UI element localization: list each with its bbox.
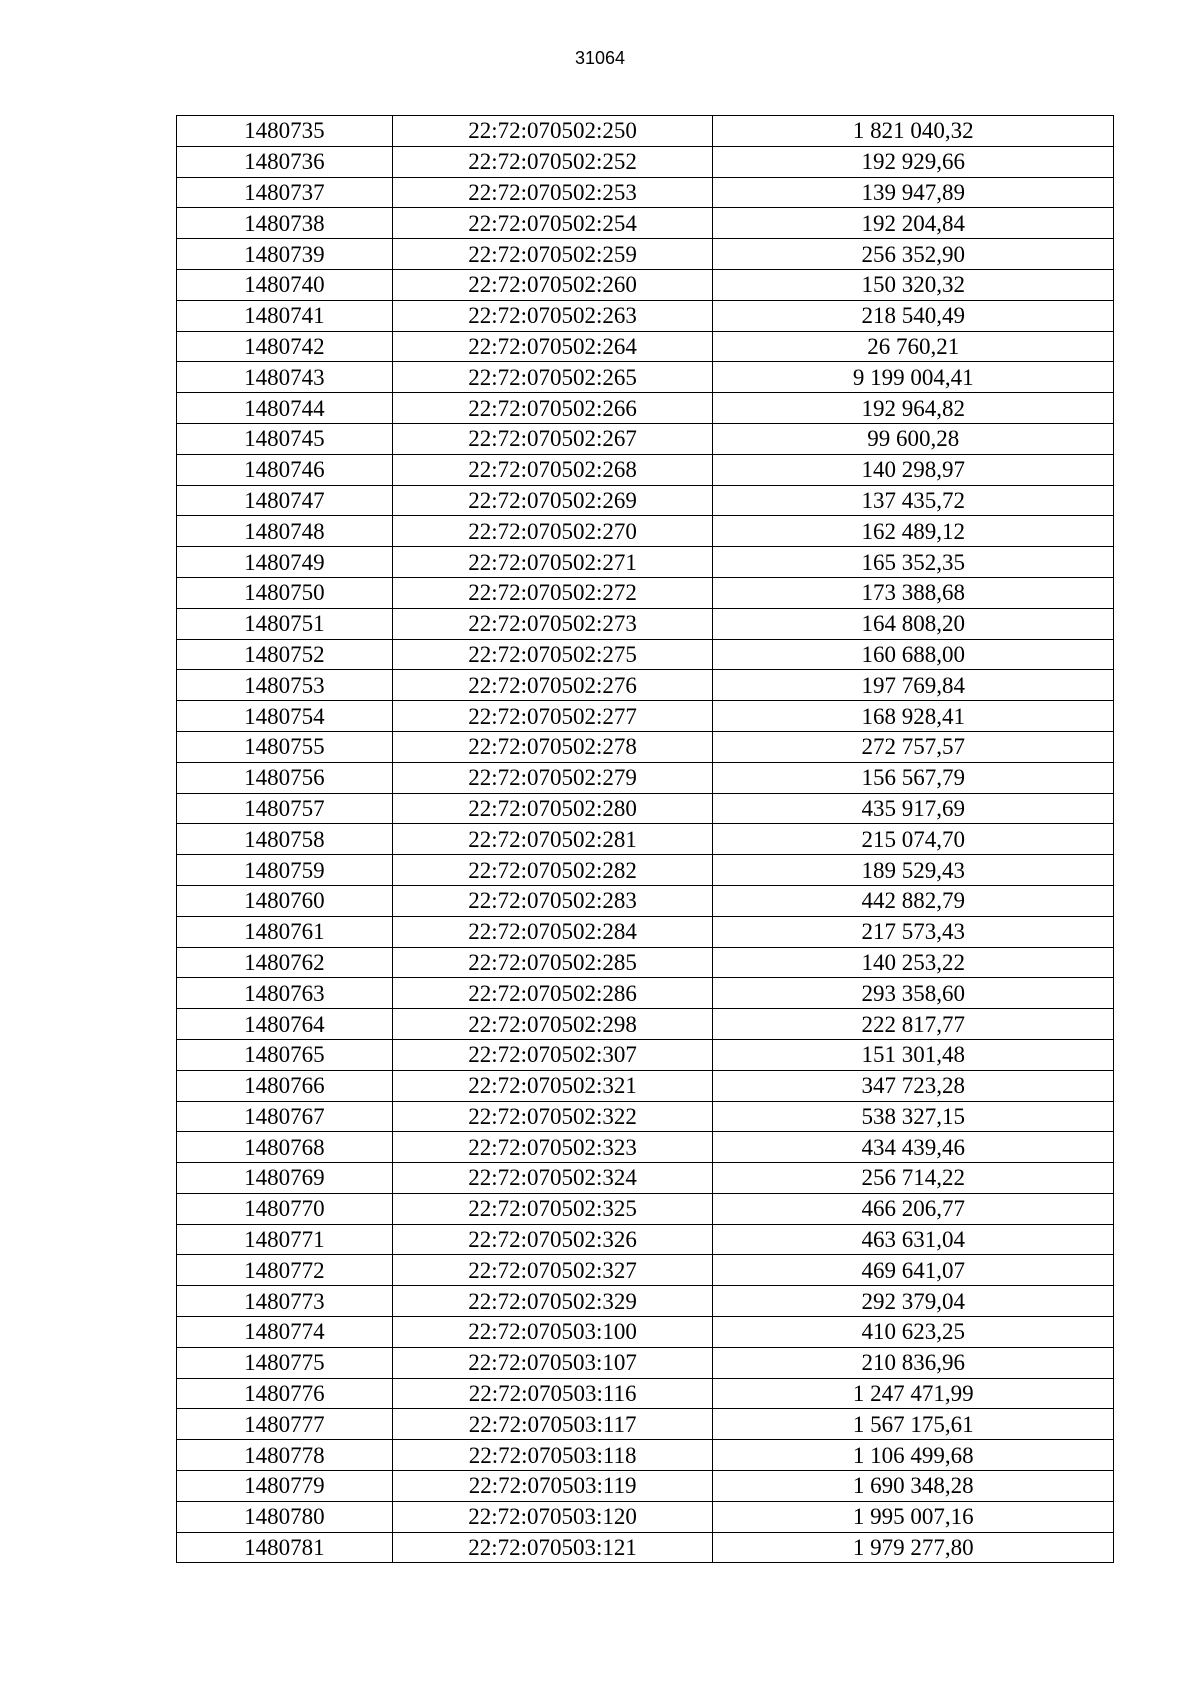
table-row xyxy=(177,116,1114,147)
table-row xyxy=(177,577,1114,608)
cadastral-number-cell: 22:72:070503:118 xyxy=(392,1440,713,1471)
value-cell: 442 882,79 xyxy=(713,885,1114,916)
cadastral-number-cell: 22:72:070502:321 xyxy=(392,1070,713,1101)
value-cell: 410 623,25 xyxy=(713,1317,1114,1348)
table-row xyxy=(177,1532,1114,1563)
record-number-cell: 1480738 xyxy=(177,208,393,239)
page-number: 31064 xyxy=(574,48,626,68)
value-cell: 192 964,82 xyxy=(713,393,1114,424)
table-row xyxy=(177,916,1114,947)
table-row xyxy=(177,146,1114,177)
record-number-cell: 1480763 xyxy=(177,978,393,1009)
value-cell: 151 301,48 xyxy=(713,1039,1114,1070)
cadastral-number-cell: 22:72:070502:272 xyxy=(392,577,713,608)
value-cell: 222 817,77 xyxy=(713,1009,1114,1040)
cadastral-number-cell: 22:72:070502:323 xyxy=(392,1132,713,1163)
record-number-cell: 1480772 xyxy=(177,1255,393,1286)
record-number-cell: 1480771 xyxy=(177,1224,393,1255)
cadastral-number-cell: 22:72:070502:277 xyxy=(392,701,713,732)
value-cell: 156 567,79 xyxy=(713,762,1114,793)
cadastral-number-cell: 22:72:070502:286 xyxy=(392,978,713,1009)
table-row xyxy=(177,393,1114,424)
record-number-cell: 1480749 xyxy=(177,547,393,578)
cadastral-number-cell: 22:72:070502:327 xyxy=(392,1255,713,1286)
cadastral-number-cell: 22:72:070502:322 xyxy=(392,1101,713,1132)
cadastral-number-cell: 22:72:070502:270 xyxy=(392,516,713,547)
record-number-cell: 1480769 xyxy=(177,1163,393,1194)
value-cell: 197 769,84 xyxy=(713,670,1114,701)
table-row xyxy=(177,670,1114,701)
record-number-cell: 1480737 xyxy=(177,177,393,208)
cadastral-number-cell: 22:72:070502:280 xyxy=(392,793,713,824)
cadastral-number-cell: 22:72:070503:100 xyxy=(392,1317,713,1348)
cadastral-number-cell: 22:72:070502:325 xyxy=(392,1193,713,1224)
cadastral-number-cell: 22:72:070502:252 xyxy=(392,146,713,177)
table-row xyxy=(177,1009,1114,1040)
cadastral-number-cell: 22:72:070502:254 xyxy=(392,208,713,239)
value-cell: 140 253,22 xyxy=(713,947,1114,978)
cadastral-number-cell: 22:72:070502:276 xyxy=(392,670,713,701)
table-row xyxy=(177,269,1114,300)
record-number-cell: 1480759 xyxy=(177,855,393,886)
cadastral-number-cell: 22:72:070502:324 xyxy=(392,1163,713,1194)
cadastral-number-cell: 22:72:070502:266 xyxy=(392,393,713,424)
cadastral-number-cell: 22:72:070502:275 xyxy=(392,639,713,670)
cadastral-number-cell: 22:72:070503:121 xyxy=(392,1532,713,1563)
record-number-cell: 1480774 xyxy=(177,1317,393,1348)
cadastral-number-cell: 22:72:070502:250 xyxy=(392,116,713,147)
table-row xyxy=(177,824,1114,855)
cadastral-number-cell: 22:72:070502:326 xyxy=(392,1224,713,1255)
cadastral-number-cell: 22:72:070502:281 xyxy=(392,824,713,855)
record-number-cell: 1480755 xyxy=(177,731,393,762)
record-number-cell: 1480780 xyxy=(177,1501,393,1532)
value-cell: 192 204,84 xyxy=(713,208,1114,239)
record-number-cell: 1480750 xyxy=(177,577,393,608)
table-row xyxy=(177,362,1114,393)
value-cell: 9 199 004,41 xyxy=(713,362,1114,393)
table-row xyxy=(177,855,1114,886)
value-cell: 160 688,00 xyxy=(713,639,1114,670)
value-cell: 1 979 277,80 xyxy=(713,1532,1114,1563)
record-number-cell: 1480781 xyxy=(177,1532,393,1563)
value-cell: 210 836,96 xyxy=(713,1347,1114,1378)
cadastral-number-cell: 22:72:070502:263 xyxy=(392,300,713,331)
value-cell: 272 757,57 xyxy=(713,731,1114,762)
record-number-cell: 1480739 xyxy=(177,239,393,270)
cadastral-number-cell: 22:72:070502:283 xyxy=(392,885,713,916)
table-row xyxy=(177,239,1114,270)
value-cell: 140 298,97 xyxy=(713,454,1114,485)
record-number-cell: 1480741 xyxy=(177,300,393,331)
value-cell: 256 714,22 xyxy=(713,1163,1114,1194)
record-number-cell: 1480753 xyxy=(177,670,393,701)
cadastral-number-cell: 22:72:070502:271 xyxy=(392,547,713,578)
cadastral-number-cell: 22:72:070502:265 xyxy=(392,362,713,393)
record-number-cell: 1480770 xyxy=(177,1193,393,1224)
record-number-cell: 1480764 xyxy=(177,1009,393,1040)
table-row xyxy=(177,1286,1114,1317)
value-cell: 1 247 471,99 xyxy=(713,1378,1114,1409)
value-cell: 173 388,68 xyxy=(713,577,1114,608)
cadastral-number-cell: 22:72:070502:282 xyxy=(392,855,713,886)
value-cell: 215 074,70 xyxy=(713,824,1114,855)
table-row xyxy=(177,608,1114,639)
value-cell: 137 435,72 xyxy=(713,485,1114,516)
table-row xyxy=(177,793,1114,824)
record-number-cell: 1480767 xyxy=(177,1101,393,1132)
table-row xyxy=(177,639,1114,670)
record-number-cell: 1480747 xyxy=(177,485,393,516)
table-row xyxy=(177,978,1114,1009)
table-row xyxy=(177,1193,1114,1224)
value-cell: 217 573,43 xyxy=(713,916,1114,947)
record-number-cell: 1480745 xyxy=(177,423,393,454)
cadastral-number-cell: 22:72:070503:120 xyxy=(392,1501,713,1532)
table-row xyxy=(177,1163,1114,1194)
cadastral-number-cell: 22:72:070503:117 xyxy=(392,1409,713,1440)
record-number-cell: 1480760 xyxy=(177,885,393,916)
table-row xyxy=(177,885,1114,916)
record-number-cell: 1480766 xyxy=(177,1070,393,1101)
value-cell: 218 540,49 xyxy=(713,300,1114,331)
value-cell: 99 600,28 xyxy=(713,423,1114,454)
record-number-cell: 1480779 xyxy=(177,1471,393,1502)
value-cell: 1 567 175,61 xyxy=(713,1409,1114,1440)
table-row xyxy=(177,177,1114,208)
table-row xyxy=(177,1039,1114,1070)
value-cell: 293 358,60 xyxy=(713,978,1114,1009)
registry-table-body xyxy=(177,116,1114,1563)
value-cell: 165 352,35 xyxy=(713,547,1114,578)
record-number-cell: 1480773 xyxy=(177,1286,393,1317)
record-number-cell: 1480768 xyxy=(177,1132,393,1163)
record-number-cell: 1480754 xyxy=(177,701,393,732)
table-row xyxy=(177,1101,1114,1132)
value-cell: 435 917,69 xyxy=(713,793,1114,824)
table-row xyxy=(177,947,1114,978)
table-row xyxy=(177,547,1114,578)
record-number-cell: 1480758 xyxy=(177,824,393,855)
record-number-cell: 1480775 xyxy=(177,1347,393,1378)
record-number-cell: 1480748 xyxy=(177,516,393,547)
cadastral-number-cell: 22:72:070502:284 xyxy=(392,916,713,947)
table-row xyxy=(177,454,1114,485)
registry-table xyxy=(176,115,1114,1563)
cadastral-number-cell: 22:72:070502:279 xyxy=(392,762,713,793)
cadastral-number-cell: 22:72:070502:259 xyxy=(392,239,713,270)
value-cell: 162 489,12 xyxy=(713,516,1114,547)
table-row xyxy=(177,1347,1114,1378)
cadastral-number-cell: 22:72:070502:273 xyxy=(392,608,713,639)
value-cell: 256 352,90 xyxy=(713,239,1114,270)
table-row xyxy=(177,331,1114,362)
cadastral-number-cell: 22:72:070502:329 xyxy=(392,1286,713,1317)
value-cell: 466 206,77 xyxy=(713,1193,1114,1224)
value-cell: 139 947,89 xyxy=(713,177,1114,208)
value-cell: 469 641,07 xyxy=(713,1255,1114,1286)
record-number-cell: 1480742 xyxy=(177,331,393,362)
table-row xyxy=(177,1409,1114,1440)
table-row xyxy=(177,1317,1114,1348)
record-number-cell: 1480761 xyxy=(177,916,393,947)
value-cell: 164 808,20 xyxy=(713,608,1114,639)
cadastral-number-cell: 22:72:070502:285 xyxy=(392,947,713,978)
table-row xyxy=(177,1501,1114,1532)
table-row xyxy=(177,762,1114,793)
table-row xyxy=(177,1132,1114,1163)
record-number-cell: 1480756 xyxy=(177,762,393,793)
record-number-cell: 1480735 xyxy=(177,116,393,147)
value-cell: 292 379,04 xyxy=(713,1286,1114,1317)
table-row xyxy=(177,423,1114,454)
record-number-cell: 1480743 xyxy=(177,362,393,393)
record-number-cell: 1480752 xyxy=(177,639,393,670)
table-row xyxy=(177,516,1114,547)
record-number-cell: 1480757 xyxy=(177,793,393,824)
cadastral-number-cell: 22:72:070502:253 xyxy=(392,177,713,208)
table-row xyxy=(177,1378,1114,1409)
cadastral-number-cell: 22:72:070502:269 xyxy=(392,485,713,516)
value-cell: 1 821 040,32 xyxy=(713,116,1114,147)
record-number-cell: 1480746 xyxy=(177,454,393,485)
table-row xyxy=(177,485,1114,516)
cadastral-number-cell: 22:72:070502:264 xyxy=(392,331,713,362)
cadastral-number-cell: 22:72:070503:107 xyxy=(392,1347,713,1378)
cadastral-number-cell: 22:72:070503:116 xyxy=(392,1378,713,1409)
value-cell: 434 439,46 xyxy=(713,1132,1114,1163)
value-cell: 26 760,21 xyxy=(713,331,1114,362)
value-cell: 538 327,15 xyxy=(713,1101,1114,1132)
cadastral-number-cell: 22:72:070502:260 xyxy=(392,269,713,300)
record-number-cell: 1480751 xyxy=(177,608,393,639)
cadastral-number-cell: 22:72:070503:119 xyxy=(392,1471,713,1502)
table-row xyxy=(177,300,1114,331)
cadastral-number-cell: 22:72:070502:278 xyxy=(392,731,713,762)
value-cell: 347 723,28 xyxy=(713,1070,1114,1101)
table-row xyxy=(177,1224,1114,1255)
record-number-cell: 1480736 xyxy=(177,146,393,177)
value-cell: 168 928,41 xyxy=(713,701,1114,732)
value-cell: 1 995 007,16 xyxy=(713,1501,1114,1532)
table-row xyxy=(177,701,1114,732)
record-number-cell: 1480744 xyxy=(177,393,393,424)
table-row xyxy=(177,1255,1114,1286)
record-number-cell: 1480778 xyxy=(177,1440,393,1471)
value-cell: 189 529,43 xyxy=(713,855,1114,886)
record-number-cell: 1480765 xyxy=(177,1039,393,1070)
cadastral-number-cell: 22:72:070502:268 xyxy=(392,454,713,485)
record-number-cell: 1480777 xyxy=(177,1409,393,1440)
record-number-cell: 1480776 xyxy=(177,1378,393,1409)
cadastral-number-cell: 22:72:070502:298 xyxy=(392,1009,713,1040)
value-cell: 192 929,66 xyxy=(713,146,1114,177)
cadastral-number-cell: 22:72:070502:307 xyxy=(392,1039,713,1070)
value-cell: 1 690 348,28 xyxy=(713,1471,1114,1502)
cadastral-number-cell: 22:72:070502:267 xyxy=(392,423,713,454)
table-row xyxy=(177,1471,1114,1502)
table-row xyxy=(177,1070,1114,1101)
table-row xyxy=(177,731,1114,762)
value-cell: 463 631,04 xyxy=(713,1224,1114,1255)
record-number-cell: 1480740 xyxy=(177,269,393,300)
table-row xyxy=(177,208,1114,239)
table-row xyxy=(177,1440,1114,1471)
value-cell: 150 320,32 xyxy=(713,269,1114,300)
record-number-cell: 1480762 xyxy=(177,947,393,978)
value-cell: 1 106 499,68 xyxy=(713,1440,1114,1471)
